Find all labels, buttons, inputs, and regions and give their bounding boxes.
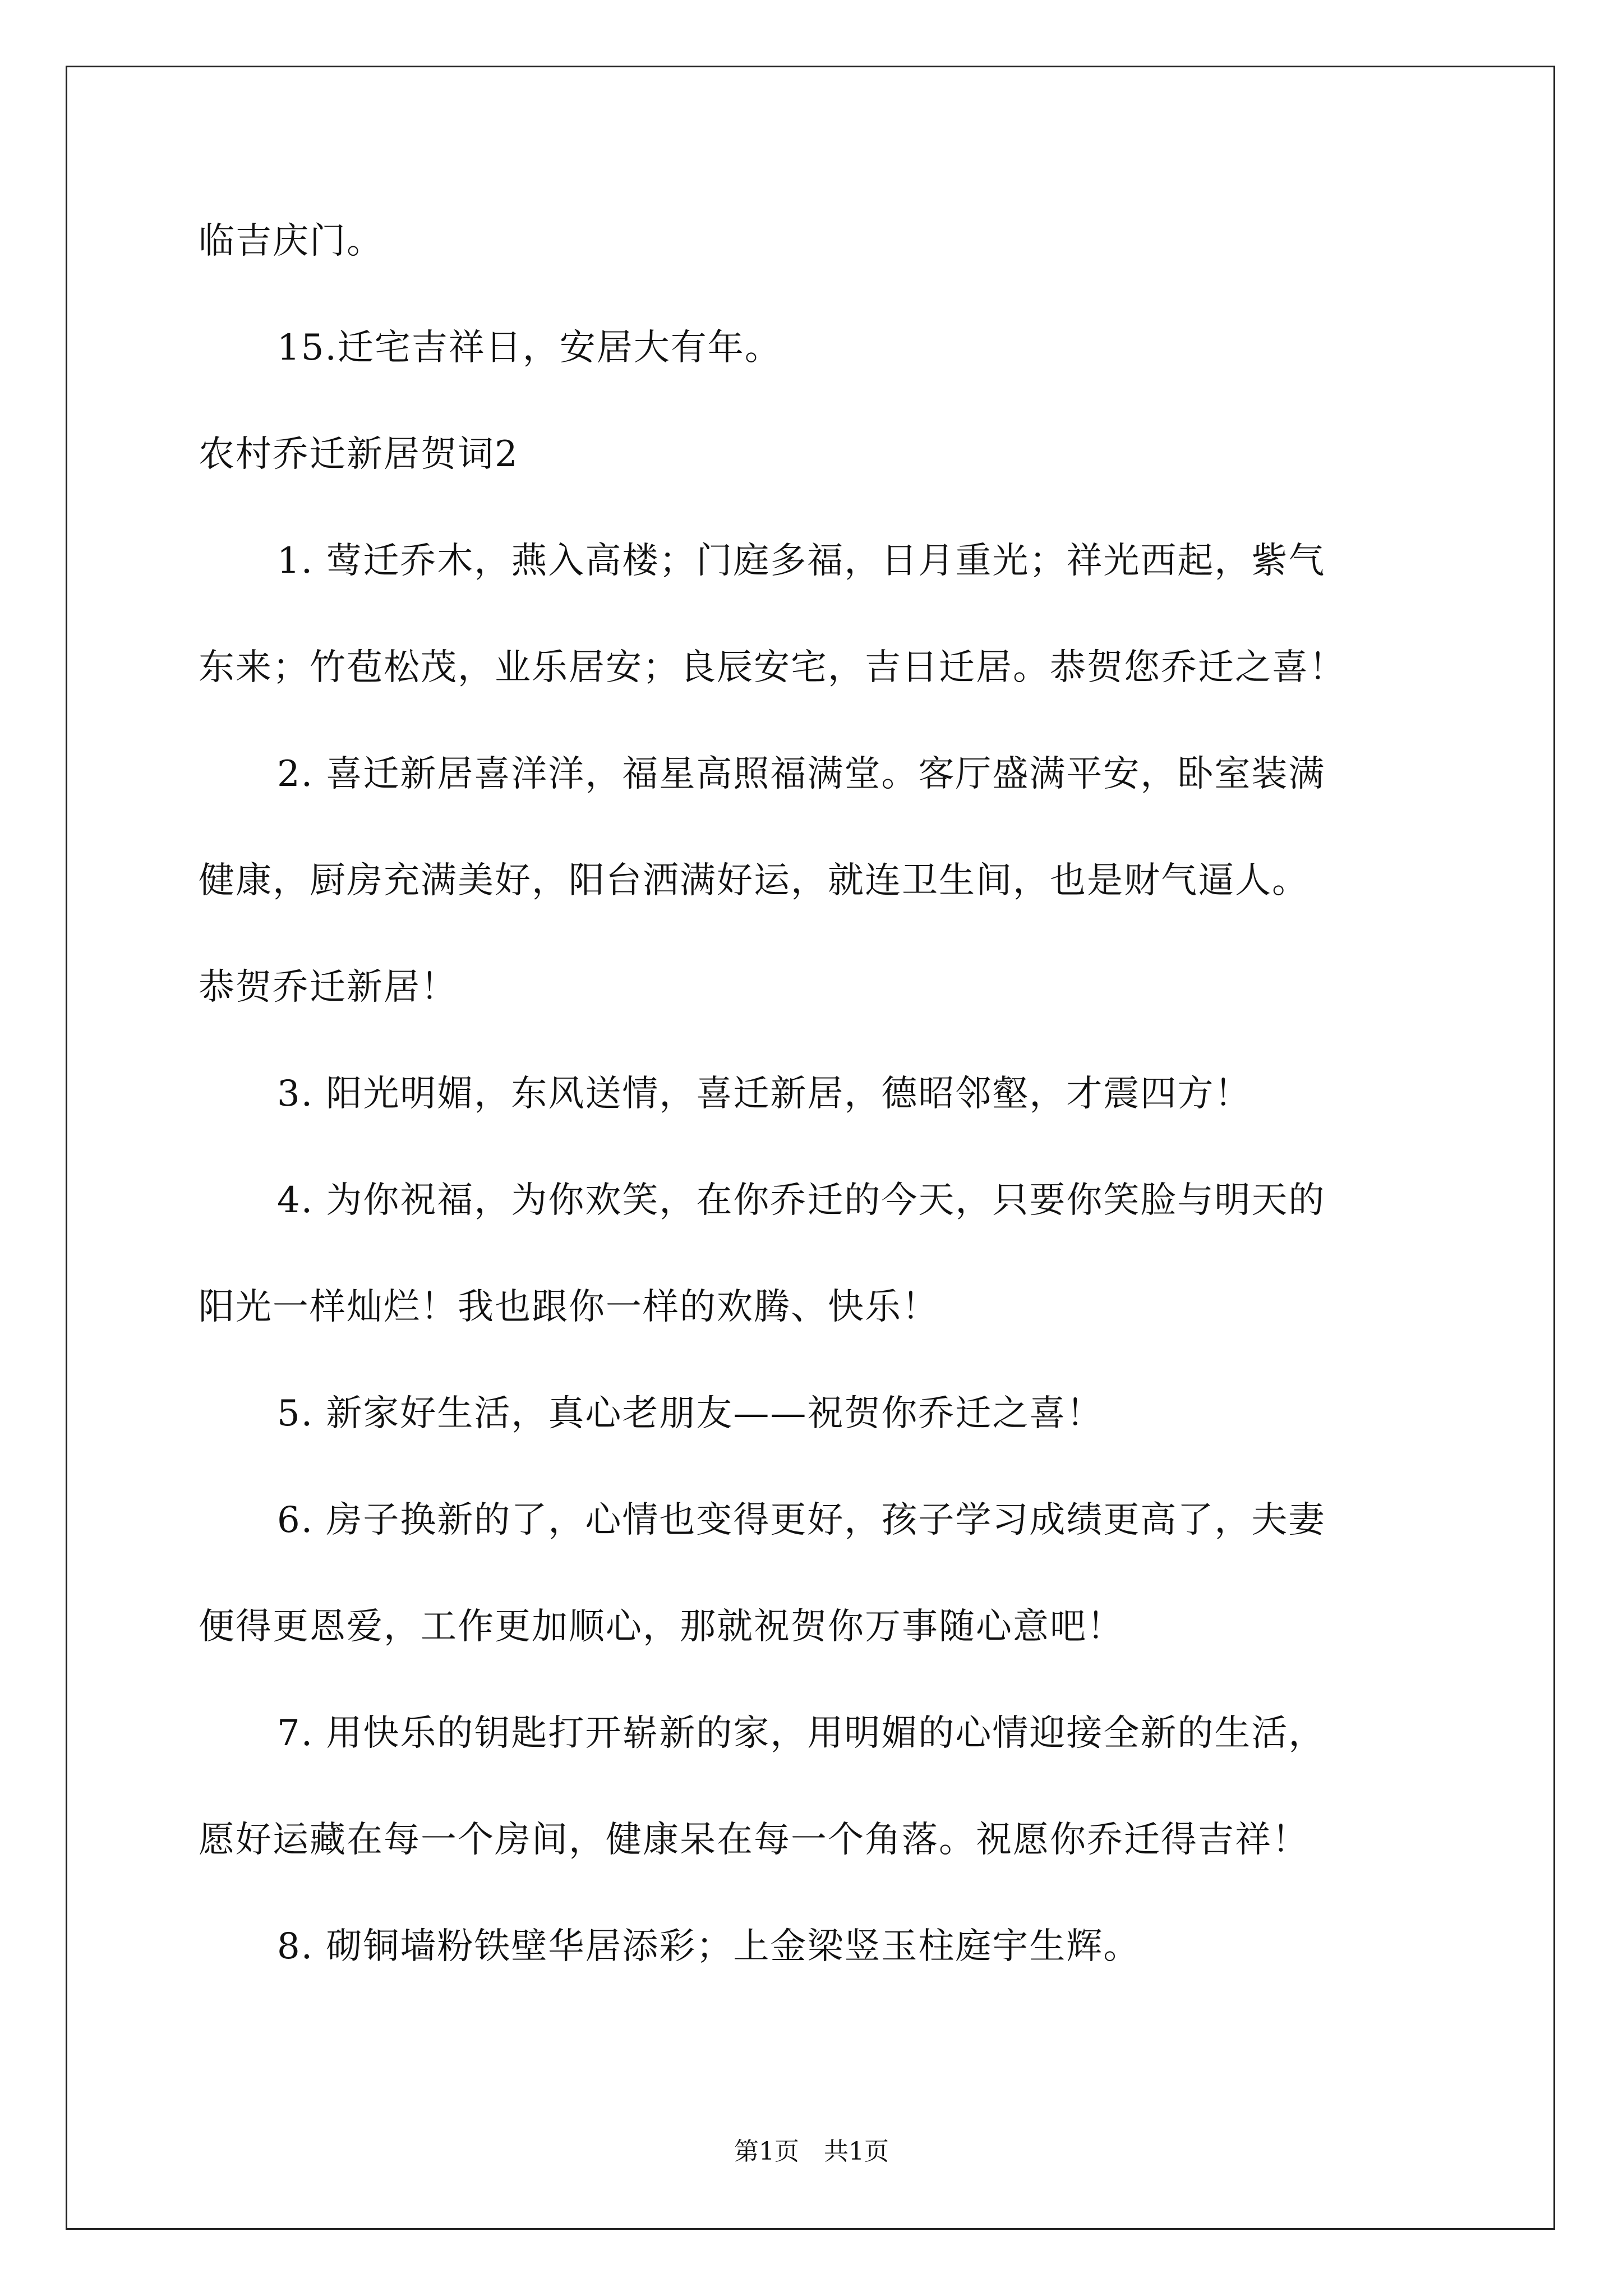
text-line: 便得更恩爱，工作更加顺心，那就祝贺你万事随心意吧！ xyxy=(199,1606,1124,1648)
text-line: 8. 砌铜墙粉铁壁华居添彩；上金梁竖玉柱庭宇生辉。 xyxy=(277,1926,1141,1967)
section-heading: 农村乔迁新居贺词2 xyxy=(199,434,519,475)
page-footer: 第1页 共1页 xyxy=(734,2137,889,2166)
text-line: 2. 喜迁新居喜洋洋，福星高照福满堂。客厅盛满平安，卧室装满 xyxy=(277,753,1326,795)
text-line: 3. 阳光明媚，东风送情，喜迁新居，德昭邻壑，才震四方！ xyxy=(277,1073,1252,1115)
text-line: 恭贺乔迁新居！ xyxy=(199,967,458,1008)
text-line: 东来；竹苞松茂，业乐居安；良辰安宅，吉日迁居。恭贺您乔迁之喜！ xyxy=(199,647,1346,688)
text-line: 7. 用快乐的钥匙打开崭新的家，用明媚的心情迎接全新的生活， xyxy=(277,1713,1326,1754)
text-line: 阳光一样灿烂！我也跟你一样的欢腾、快乐！ xyxy=(199,1286,939,1328)
text-line: 6. 房子换新的了，心情也变得更好，孩子学习成绩更高了，夫妻 xyxy=(277,1499,1326,1541)
text-line: 5. 新家好生活，真心老朋友——祝贺你乔迁之喜！ xyxy=(277,1393,1104,1434)
text-line: 健康，厨房充满美好，阳台洒满好运，就连卫生间，也是财气逼人。 xyxy=(199,860,1309,901)
text-line: 1. 莺迁乔木，燕入高楼；门庭多福，日月重光；祥光西起，紫气 xyxy=(277,540,1326,582)
text-line: 临吉庆门。 xyxy=(199,220,384,262)
text-line: 4. 为你祝福，为你欢笑，在你乔迁的今天，只要你笑脸与明天的 xyxy=(277,1180,1326,1221)
page-border xyxy=(66,66,1555,2230)
text-line: 愿好运藏在每一个房间，健康呆在每一个角落。祝愿你乔迁得吉祥！ xyxy=(199,1819,1309,1861)
text-line: 15.迁宅吉祥日，安居大有年。 xyxy=(277,327,782,369)
